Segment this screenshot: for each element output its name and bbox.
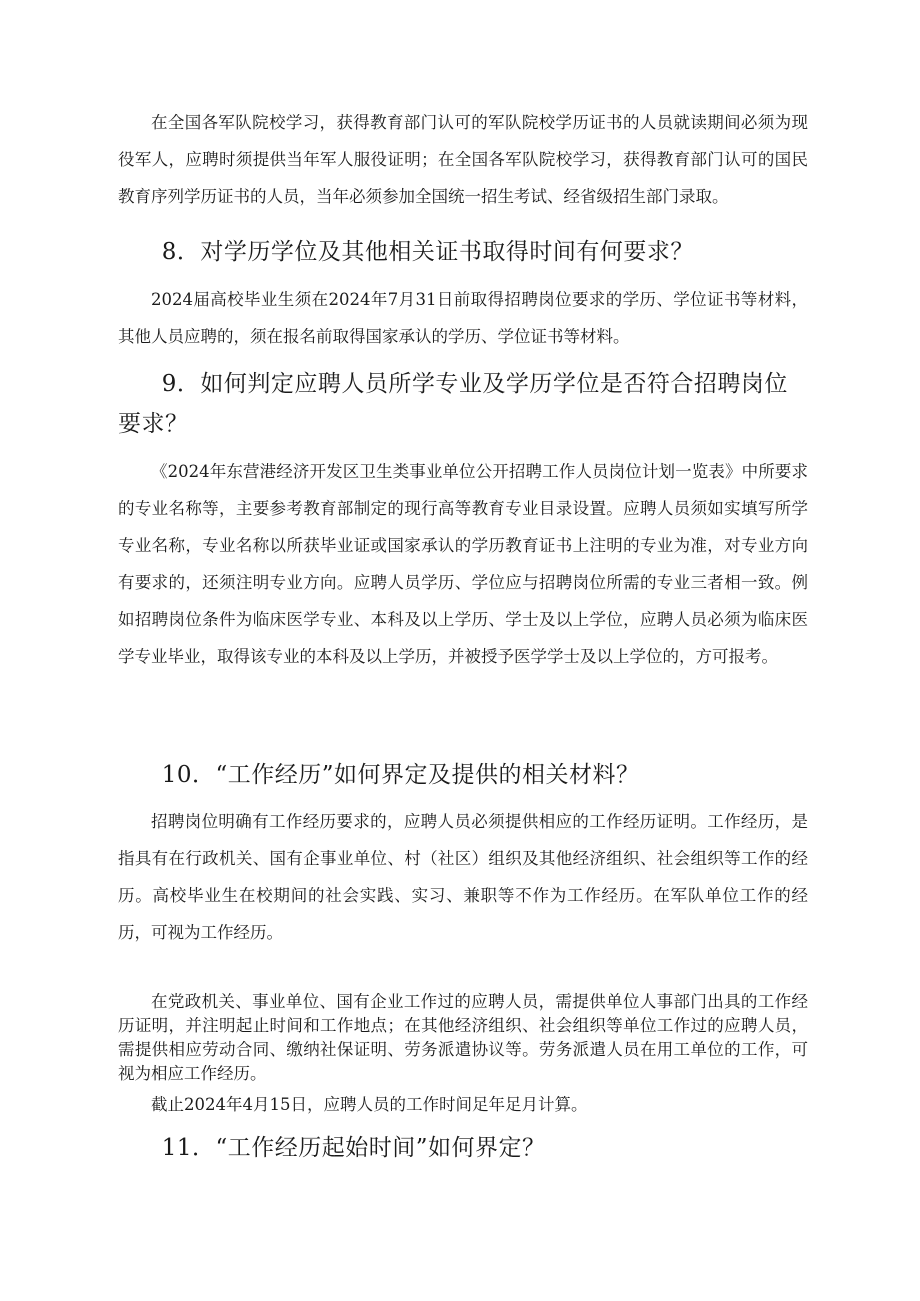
heading-q11: 11．“工作经历起始时间”如何界定？: [161, 1135, 546, 1161]
heading-q9: 9．如何判定应聘人员所学专业及学历学位是否符合招聘岗位要求？: [118, 371, 788, 437]
paragraph-q10-definition: 招聘岗位明确有工作经历要求的，应聘人员必须提供相应的工作经历证明。工作经历，是指具有在行政机关、国有企事业单位、村（社区）组织及其他经济组织、社会组织等工作的经历。高校毕业生在校期间的社会实践、实习、兼职等不作为工作经历。在军队单位工作的经历，可视为工作经历。: [118, 812, 808, 942]
paragraph-q9-answer: 《2024年东营港经济开发区卫生类事业单位公开招聘工作人员岗位计划一览表》中所要求的专业名称等，主要参考教育部制定的现行高等教育专业目录设置。应聘人员须如实填写所学专业名称，专业名称以所获毕业证或国家承认的学历教育证书上注明的专业为准，对专业方向有要求的，还须注明专业方向。应聘人员学历、学位应与招聘岗位所需的专业三者相一致。例如招聘岗位条件为临床医学专业、本科及以上学历、学士及以上学位，应聘人员必须为临床医学专业毕业，取得该专业的本科及以上学历，并被授予医学学士及以上学位的，方可报考。: [118, 462, 808, 666]
paragraph-q8-answer: 2024届高校毕业生须在2024年7月31日前取得招聘岗位要求的学历、学位证书等材料，其他人员应聘的，须在报名前取得国家承认的学历、学位证书等材料。: [118, 290, 808, 346]
heading-q8: 8．对学历学位及其他相关证书取得时间有何要求？: [161, 239, 694, 265]
paragraph-q10-materials: 在党政机关、事业单位、国有企业工作过的应聘人员，需提供单位人事部门出具的工作经历证明，并注明起止时间和工作地点；在其他经济组织、社会组织等单位工作过的应聘人员，需提供相应劳动合同、缴纳社保证明、劳务派遣协议等。劳务派遣人员在用工单位的工作，可视为相应工作经历。: [118, 992, 808, 1083]
paragraph-q10-cutoff: 截止2024年4月15日，应聘人员的工作时间足年足月计算。: [151, 1095, 588, 1114]
heading-q10: 10．“工作经历”如何界定及提供的相关材料？: [161, 762, 640, 788]
paragraph-military-academy: 在全国各军队院校学习，获得教育部门认可的军队院校学历证书的人员就读期间必须为现役军人，应聘时须提供当年军人服役证明；在全国各军队院校学习，获得教育部门认可的国民教育序列学历证书的人员，当年必须参加全国统一招生考试、经省级招生部门录取。: [118, 113, 808, 206]
